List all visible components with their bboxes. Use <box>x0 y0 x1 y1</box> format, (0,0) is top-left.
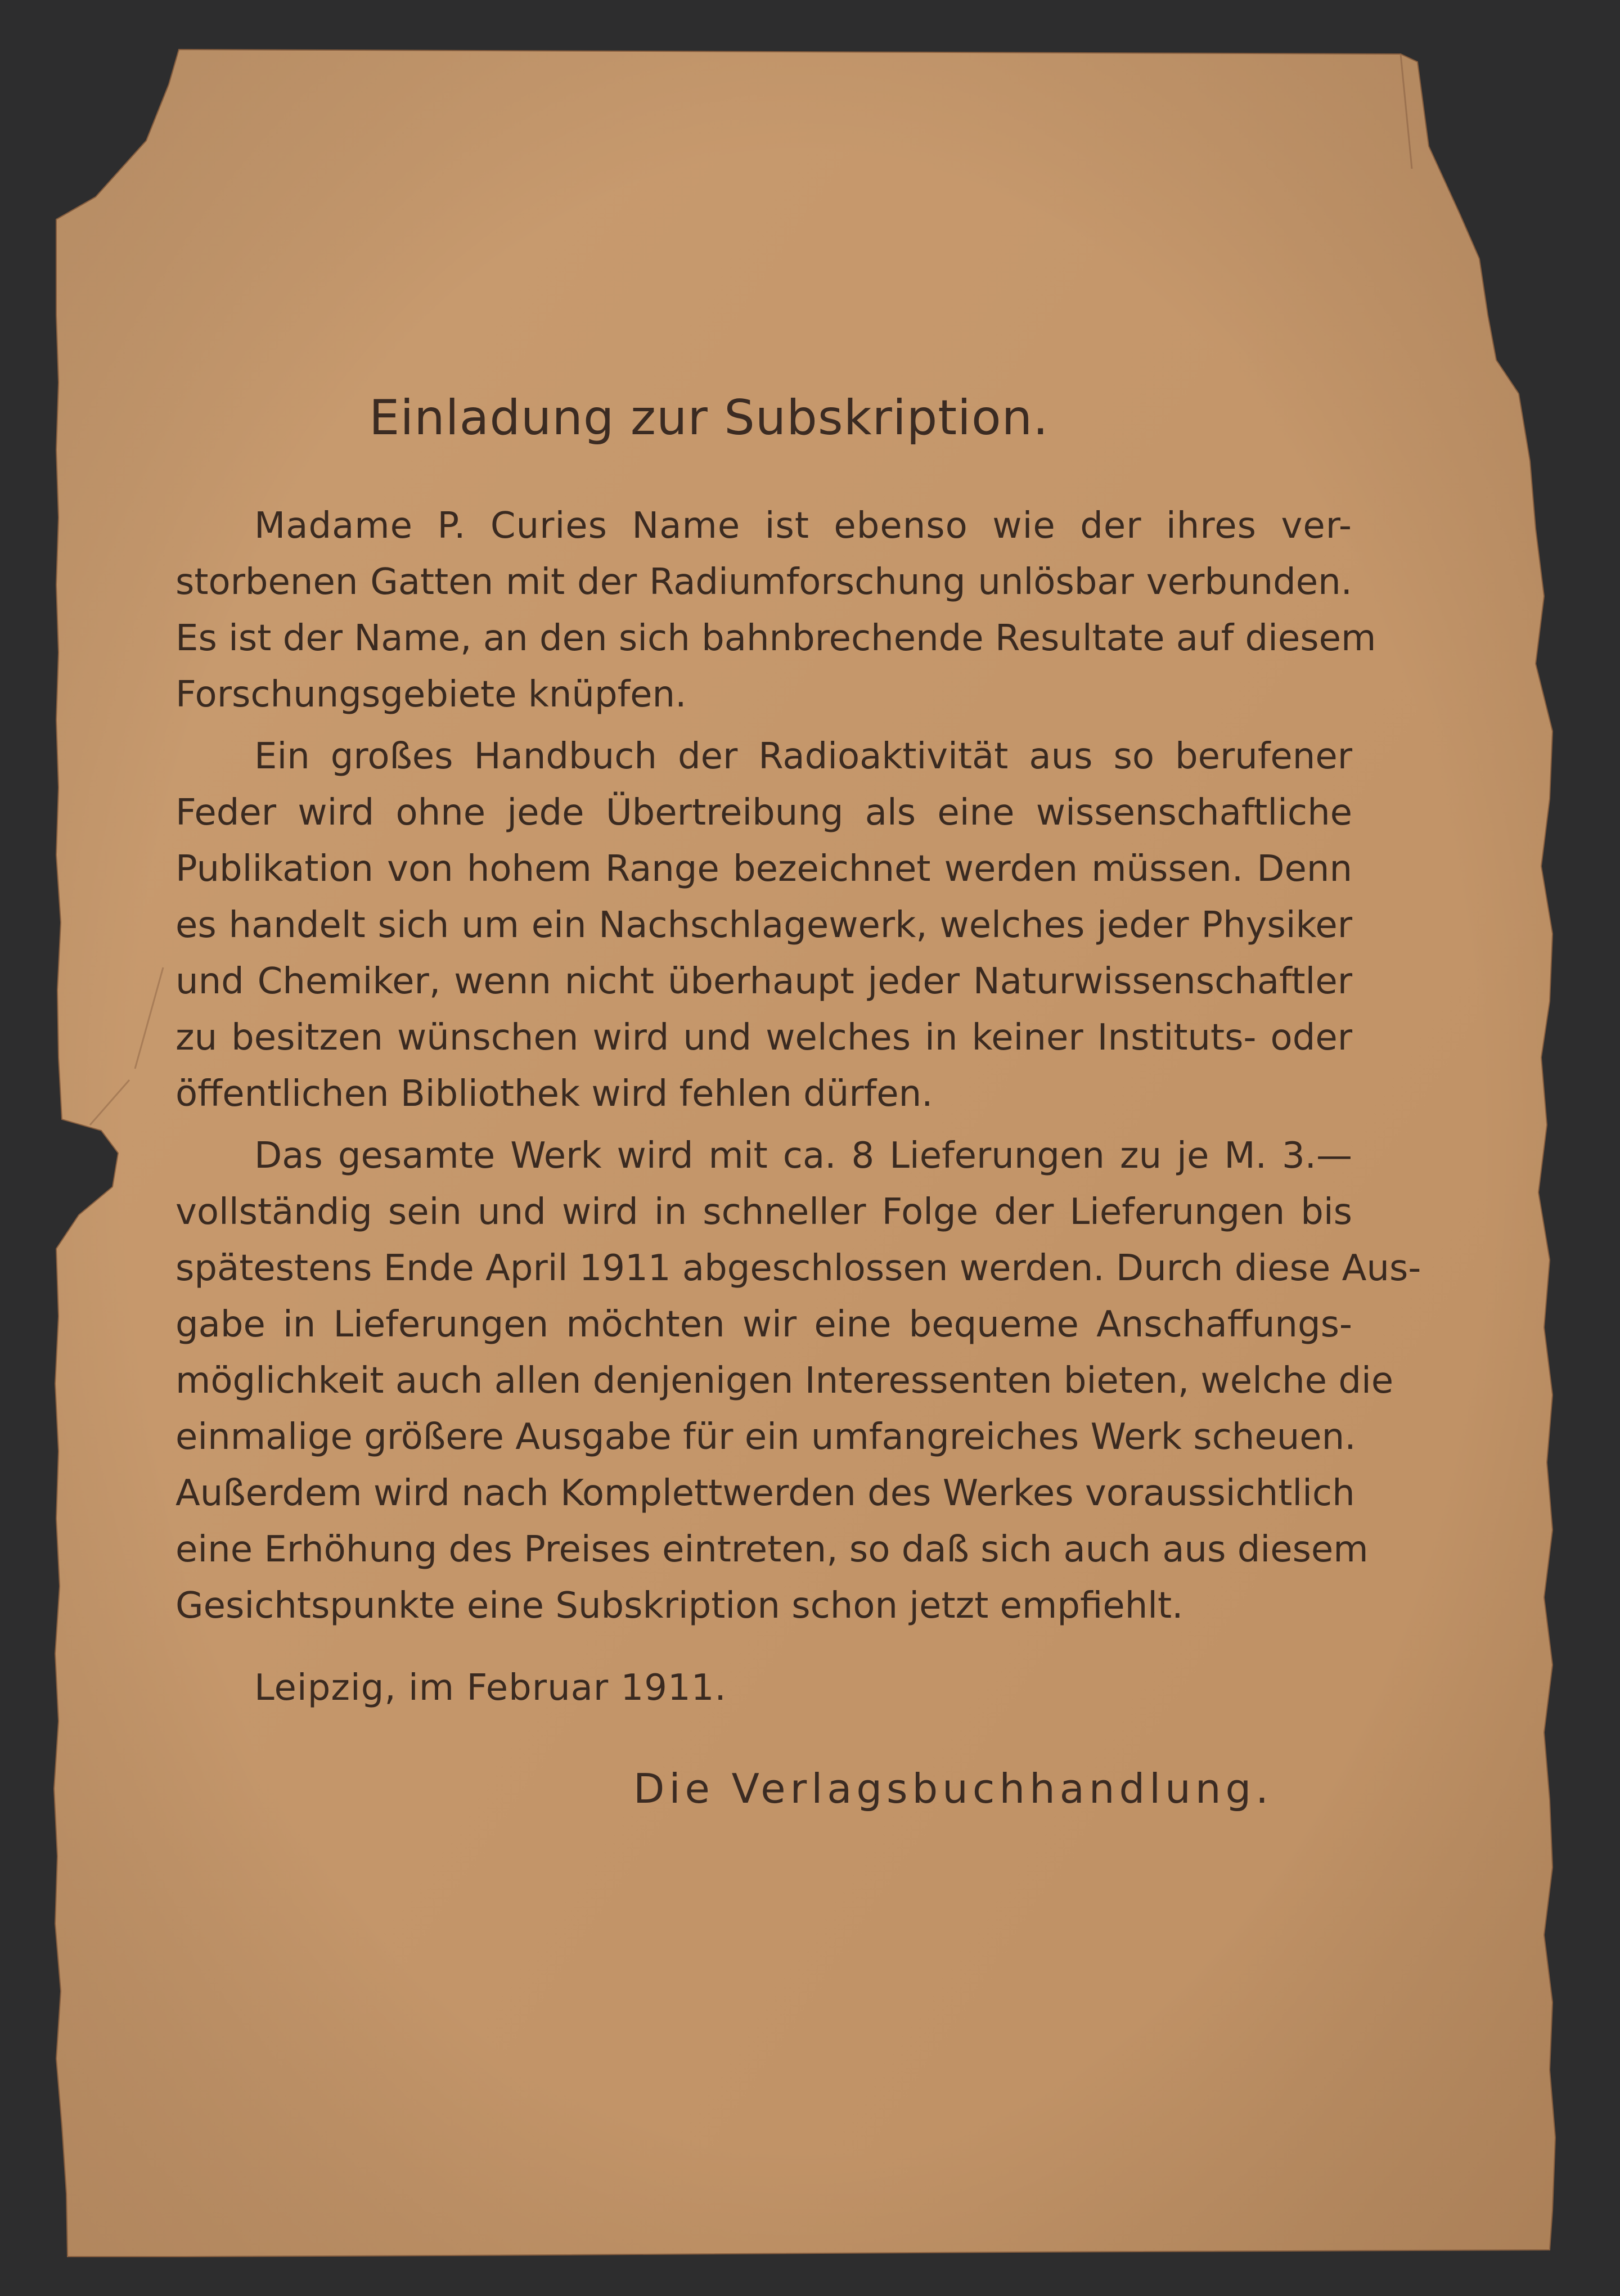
paragraph-2-line: es handelt sich um ein Nachschlagewerk, welches jeder Physiker <box>176 904 1352 946</box>
paragraph-3-line: möglichkeit auch allen denjenigen Interessenten bieten, welche die <box>176 1360 1394 1402</box>
paragraph-3-line: spätestens Ende April 1911 abgeschlossen werden. Durch diese Aus- <box>176 1248 1421 1289</box>
paragraph-2-line: Feder wird ohne jede Übertreibung als eine wissenschaftliche <box>176 792 1352 834</box>
paragraph-1-line: Es ist der Name, an den sich bahnbrechende Resultate auf diesem <box>176 618 1376 659</box>
paragraph-3-line: Außerdem wird nach Komplettwerden des Werkes voraussichtlich <box>176 1473 1355 1514</box>
paragraph-3-line: gabe in Lieferungen möchten wir eine bequeme Anschaffungs- <box>176 1304 1352 1345</box>
publisher-signature: Die Verlagsbuchhandlung. <box>633 1765 1274 1812</box>
paragraph-2-line: Ein großes Handbuch der Radioaktivität aus so berufener <box>254 736 1352 777</box>
date-line: Leipzig, im Februar 1911. <box>254 1667 727 1709</box>
paragraph-1-line: Madame P. Curies Name ist ebenso wie der ihres ver- <box>254 505 1352 547</box>
paragraph-2-line: öffentlichen Bibliothek wird fehlen dürfen. <box>176 1073 933 1115</box>
paragraph-2-line: Publikation von hohem Range bezeichnet werden müssen. Denn <box>176 848 1352 890</box>
paragraph-2-line: und Chemiker, wenn nicht überhaupt jeder Naturwissenschaftler <box>176 961 1352 1002</box>
paragraph-2-line: zu besitzen wünschen wird und welches in keiner Instituts- oder <box>176 1017 1352 1059</box>
paragraph-3-line: einmalige größere Ausgabe für ein umfangreiches Werk scheuen. <box>176 1416 1356 1458</box>
document-title: Einladung zur Subskription. <box>369 390 1049 446</box>
paragraph-1-line: Forschungsgebiete knüpfen. <box>176 674 687 715</box>
paragraph-3-line: Gesichtspunkte eine Subskription schon jetzt empfiehlt. <box>176 1585 1184 1627</box>
paragraph-3-line: vollständig sein und wird in schneller Folge der Lieferungen bis <box>176 1191 1352 1233</box>
paragraph-3-line: eine Erhöhung des Preises eintreten, so daß sich auch aus diesem <box>176 1529 1369 1570</box>
paragraph-1-line: storbenen Gatten mit der Radiumforschung unlösbar verbunden. <box>176 561 1352 603</box>
paragraph-3-line: Das gesamte Werk wird mit ca. 8 Lieferungen zu je M. 3.— <box>254 1135 1352 1177</box>
